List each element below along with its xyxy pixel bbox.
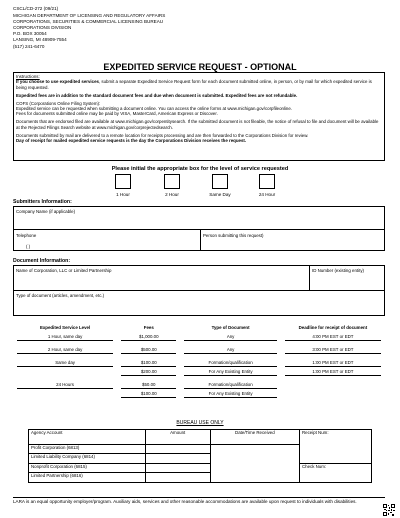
table-row [13, 367, 385, 376]
table-cell [285, 381, 381, 389]
instructions-p5-bold: Day of receipt for mailed expedited service requests is the day the Corporations Division receives the request. [16, 138, 247, 144]
initial-box-24-hour[interactable] [259, 174, 275, 189]
form-code: CSCL/CD-272 (09/21) [13, 6, 59, 11]
initial-box-same-day[interactable] [212, 174, 228, 189]
instructions-p5: Documents submitted by mail are delivered to a remote location for receipts processing and are then forwarded to the Corporations Division for review. [16, 132, 309, 138]
option-label-2-hour: 2 Hour [165, 192, 179, 197]
table-cell: 24 Hours [17, 380, 113, 389]
column-header: Expedited Service Level [39, 325, 91, 330]
person-submitting-label: Person submitting this request) [203, 233, 264, 238]
table-row [13, 389, 385, 398]
initial-section-title: Please initial the appropriate box for the level of service requested [111, 166, 289, 172]
bureau-account: Profit Corporation (6813) [29, 445, 146, 454]
document-type-label: Type of document (articles, amendment, etc.) [16, 293, 105, 298]
table-cell: Any [184, 345, 276, 354]
table-cell: 1 Hour, same day [17, 332, 113, 341]
id-number-label: ID Number (existing entity) [312, 268, 364, 273]
table-cell: Same day [17, 358, 113, 367]
receipt-num-cell[interactable]: Receipt Num: [299, 430, 371, 464]
amount-field[interactable] [145, 445, 210, 454]
date-received-field[interactable] [210, 445, 299, 483]
table-cell: Formation/qualification [184, 358, 276, 367]
amount-field[interactable] [145, 454, 210, 463]
table-row [13, 345, 385, 354]
company-name-label: Company Name (if applicable) [16, 209, 76, 214]
table-cell: 4:00 PM EST or EDT [285, 332, 381, 341]
instructions-p3-body: Expedited service can be requested when submitting a document online. You can access the online forms at www.michigan.gov/corpfileonline. [16, 106, 293, 112]
instructions-p3-payment: Fees for documents submitted online may be paid by VISA, MasterCard, American Express or Discover. [16, 111, 218, 117]
instructions-p3-heading: COFS (Corporations Online Filing System): [16, 100, 101, 106]
instructions-p1-bold: If you choose to use expedited services [16, 79, 99, 85]
table-row [13, 380, 385, 389]
table-cell: For Any Existing Entity [184, 367, 276, 376]
table-cell [285, 390, 381, 398]
footer-notice: LARA is an equal opportunity employer/program. Auxiliary aids, services and other reasonable accommodations are available upon request to individuals with disabilities. [13, 497, 385, 505]
instructions-p2: Expedited fees are in addition to the standard document fees and due when document is submitted. Expedited fees are not refundable. [16, 92, 298, 98]
form-title: EXPEDITED SERVICE REQUEST - OPTIONAL [103, 62, 297, 72]
header-line: P.O. BOX 30054 [13, 31, 47, 37]
table-header-row [13, 323, 385, 332]
header-line: (517) 241-6470 [13, 43, 45, 49]
table-cell: 1:00 PM EST or EDT [285, 367, 381, 376]
option-label-same-day: Same Day [209, 192, 231, 197]
column-header: Type of Document [211, 325, 250, 330]
header-line: CORPORATIONS, SECURITIES & COMMERCIAL LICENSING BUREAU [13, 19, 164, 25]
agency-header [13, 6, 165, 50]
bureau-header: Agency Account [29, 430, 146, 445]
instructions-box [13, 72, 385, 161]
bureau-account: Nonprofit Corporation (6815) [29, 463, 146, 472]
instructions-heading: Instructions: [16, 74, 40, 79]
table-cell: For Any Existing Entity [184, 389, 276, 398]
submitter-heading: Submitters Information: [13, 199, 72, 205]
id-number-field[interactable] [310, 274, 384, 288]
initial-box-1-hour[interactable] [115, 174, 131, 189]
check-num-cell[interactable]: Check Num: [299, 463, 371, 482]
header-line: CORPORATIONS DIVISION [13, 25, 72, 31]
bureau-use-title: BUREAU USE ONLY [176, 420, 224, 426]
bureau-header: Date/Time Received [210, 430, 299, 445]
column-header: Deadline for receipt of document [298, 325, 368, 330]
table-cell: $100.00 [121, 358, 176, 367]
table-cell: $1,000.00 [121, 332, 176, 341]
instructions-p1: , submit a separate Expedited Service Request form for each document submitted online, in person, or by mail for which expedited service is being requested. [16, 79, 372, 90]
bureau-use-table [28, 429, 372, 483]
amount-field[interactable] [145, 473, 210, 482]
column-header: Fees [143, 325, 154, 330]
bureau-row [29, 463, 372, 472]
bureau-header-row [29, 430, 372, 445]
initial-box-2-hour[interactable] [164, 174, 180, 189]
amount-field[interactable] [145, 463, 210, 472]
instructions-p4: Documents that are endorsed filed are available at www.michigan.gov/corpentitysearch. If the submitted document is not fileable, the notice of refusal to file and document will be available at the Rejected Filings Search website at www.michigan.gov/corprejectedsearch. [16, 119, 379, 130]
entity-name-label: Name of Corporation, LLC or Limited Partnership [16, 268, 112, 273]
phone-parens: ( ) [26, 244, 31, 249]
table-cell: 1:00 PM EST or EDT [285, 358, 381, 367]
document-heading: Document Information: [13, 258, 71, 264]
header-line: MICHIGAN DEPARTMENT OF LICENSING AND REGULATORY AFFAIRS [13, 13, 166, 19]
divider [14, 290, 385, 291]
bureau-header: Amount [145, 430, 210, 445]
document-type-field[interactable] [14, 298, 384, 315]
person-submitting-field[interactable] [200, 236, 384, 250]
option-label-1-hour: 1 Hour [116, 192, 130, 197]
table-cell: $50.00 [121, 380, 176, 389]
table-cell: 3:00 PM EST or EDT [285, 345, 381, 354]
bureau-account: Limited Liability Company (6814) [29, 454, 146, 463]
table-row [13, 332, 385, 341]
option-label-24-hour: 24 Hour [258, 192, 276, 197]
table-cell: 2 Hour, same day [17, 345, 113, 354]
table-cell [17, 390, 113, 398]
telephone-label: Telephone [16, 233, 37, 238]
header-line: LANSING, MI 48909-7554 [13, 37, 67, 43]
entity-name-field[interactable] [14, 274, 307, 288]
company-name-field[interactable] [14, 216, 384, 227]
bureau-account: Limited Partnership (6816) [29, 473, 146, 482]
table-cell [17, 368, 113, 376]
telephone-field[interactable] [14, 236, 198, 250]
table-cell: Any [184, 332, 276, 341]
table-cell: Formation/qualification [184, 380, 276, 389]
table-cell: $500.00 [121, 345, 176, 354]
fee-schedule-table [13, 323, 385, 398]
table-row [13, 358, 385, 367]
table-cell: $200.00 [121, 367, 176, 376]
table-cell: $100.00 [121, 389, 176, 398]
qr-code-icon [383, 504, 395, 516]
